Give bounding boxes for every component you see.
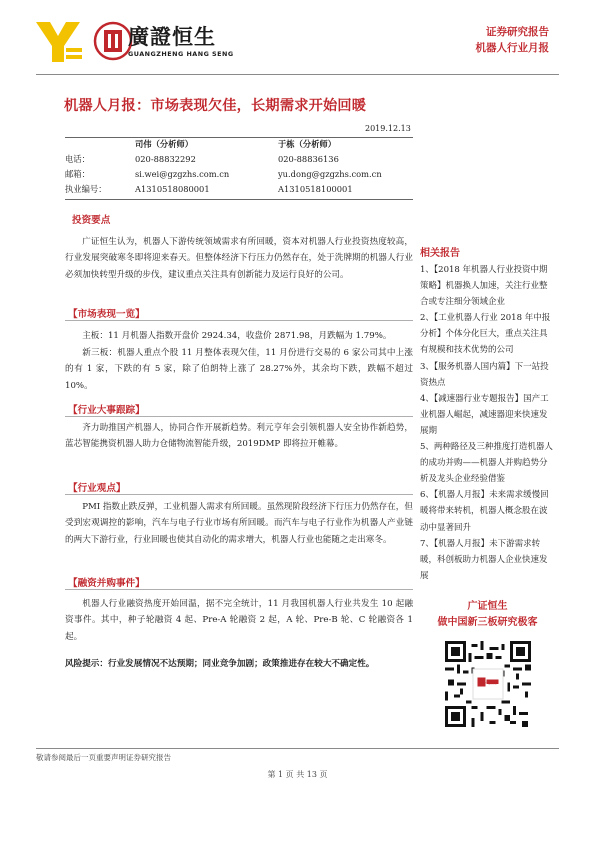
market-paragraph-main-board: 主板：11 月机器人指数开盘价 2924.34，收盘价 2871.98，月跌幅为 1.79%。 — [82, 331, 392, 341]
section-market-performance: 【市场表现一览】 — [68, 309, 145, 320]
analyst-2-license: A1310518100001 — [278, 184, 353, 194]
section-rule — [65, 416, 413, 417]
related-report-item[interactable]: 3、【服务机器人国内篇】下一站投资热点 — [420, 361, 549, 388]
analyst-1-header: 司伟（分析师） — [135, 139, 194, 149]
related-report-item[interactable]: 5、两种路径及三种推度打造机器人的成功并购——机器人并购趋势分析及龙头企业经验借鉴 — [420, 442, 553, 485]
page-number: 第 1 页 共 13 页 — [267, 770, 328, 779]
events-paragraph: 齐力助推国产机器人，协同合作开展新趋势。利元亨年会引领机器人安全协作新趋势，蓝芯智能携资机器人助力仓储物流智能升级，2019DMP 即将拉开帷幕。 — [65, 423, 413, 450]
email-label: 邮箱： — [65, 169, 90, 179]
section-industry-events: 【行业大事跟踪】 — [68, 405, 145, 416]
logo-english-name: GUANGZHENG HANG SENG — [128, 50, 234, 58]
analyst-1-license: A1310518080001 — [135, 184, 210, 194]
footer-divider — [36, 748, 559, 749]
report-type: 机器人行业月报 — [475, 42, 549, 54]
section-industry-view: 【行业观点】 — [68, 483, 126, 494]
section-financing-ma: 【融资并购事件】 — [68, 578, 145, 589]
qr-code[interactable] — [445, 641, 531, 727]
view-paragraph: PMI 指数止跌反弹，工业机器人需求有所回暖。虽然现阶段经济下行压力仍然存在，但受到宏观调控的影响，汽车与电子行业市场有所回暖。而汽车与电子行业作为机器人产业链的两大下游行业，行业回暖也使其自动化的需求增大，机器人行业也能随之走出寒冬。 — [65, 502, 413, 545]
promo-brand: 广证恒生 — [467, 601, 508, 612]
related-report-item[interactable]: 6、【机器人月报】未来需求缓慢回暖将带来转机，机器人概念股在波动中显著回升 — [420, 490, 549, 533]
related-reports-list — [420, 262, 555, 584]
report-date: 2019.12.13 — [365, 124, 411, 133]
analyst-2-header: 于栋（分析师） — [278, 139, 337, 149]
related-reports-title: 相关报告 — [420, 248, 460, 259]
section-rule — [65, 589, 413, 590]
section-investment-highlights: 投资要点 — [72, 215, 111, 226]
report-category: 证券研究报告 — [486, 26, 549, 38]
section-rule — [65, 494, 413, 495]
related-report-item[interactable]: 4、【减速器行业专题报告】国产工业机器人崛起，减速器迎来快速发展期 — [420, 393, 549, 436]
market-paragraph-neeq: 新三板：机器人重点个股 11 月整体表现欠佳，11 月份进行交易的 6 家公司其中上涨的有 1 家，下跌的有 5 家，除了伯朗特上涨了 28.27%外，其余均下跌，跌幅不超过 10%。 — [65, 348, 413, 391]
phone-label: 电话： — [65, 154, 90, 164]
license-label: 执业编号： — [65, 184, 107, 194]
logo-name: 廣證恒生 — [128, 25, 216, 49]
investment-paragraph: 广证恒生认为，机器人下游传统领域需求有所回暖，资本对机器人行业投资热度较高，行业发展突破寒冬即将迎来春天。但整体经济下行压力仍然存在，处于洗牌期的机器人行业必须加快转型升级的步伐，建议重点关注具有创新能力及运行良好的公司。 — [65, 237, 413, 280]
related-report-item[interactable]: 1、【2018 年机器人行业投资中期策略】机器换人加速，关注行业整合或专注细分领域企业 — [420, 265, 548, 308]
analyst-table-bottom-rule — [65, 199, 413, 200]
analyst-2-phone: 020-88836136 — [278, 154, 339, 164]
risk-warning: 风险提示：行业发展情况不达预期；同业竞争加剧；政策推进存在较大不确定性。 — [65, 659, 375, 669]
logo-seal-icon — [93, 20, 133, 62]
page-title: 机器人月报：市场表现欠佳，长期需求开始回暖 — [64, 98, 367, 114]
analyst-1-email[interactable]: si.wei@gzgzhs.com.cn — [135, 169, 230, 179]
section-rule — [65, 320, 413, 321]
financing-paragraph: 机器人行业融资热度开始回温，据不完全统计，11 月我国机器人行业共发生 10 起融资事件。其中，种子轮融资 4 起、Pre-A 轮融资 2 起，A 轮、Pre-B 轮、C 轮融资各 1 起。 — [65, 599, 413, 642]
qr-center-label: 广证恒生 — [485, 681, 498, 685]
analyst-2-email[interactable]: yu.dong@gzgzhs.com.cn — [278, 169, 382, 179]
header-divider — [36, 74, 559, 75]
footer-disclaimer: 敬请参阅最后一页重要声明证券研究报告 — [36, 753, 171, 762]
analyst-table — [65, 137, 413, 197]
promo-slogan: 做中国新三板研究极客 — [437, 617, 538, 628]
related-report-item[interactable]: 7、【机器人月报】未下游需求转暖，科创板助力机器人企业快速发展 — [420, 538, 548, 581]
analyst-1-phone: 020-88832292 — [135, 154, 196, 164]
logo-ye-icon — [36, 22, 84, 62]
related-report-item[interactable]: 2、【工业机器人行业 2018 年中报分析】个体分化巨大，重点关注具有规模和技术优势的公司 — [420, 313, 551, 356]
